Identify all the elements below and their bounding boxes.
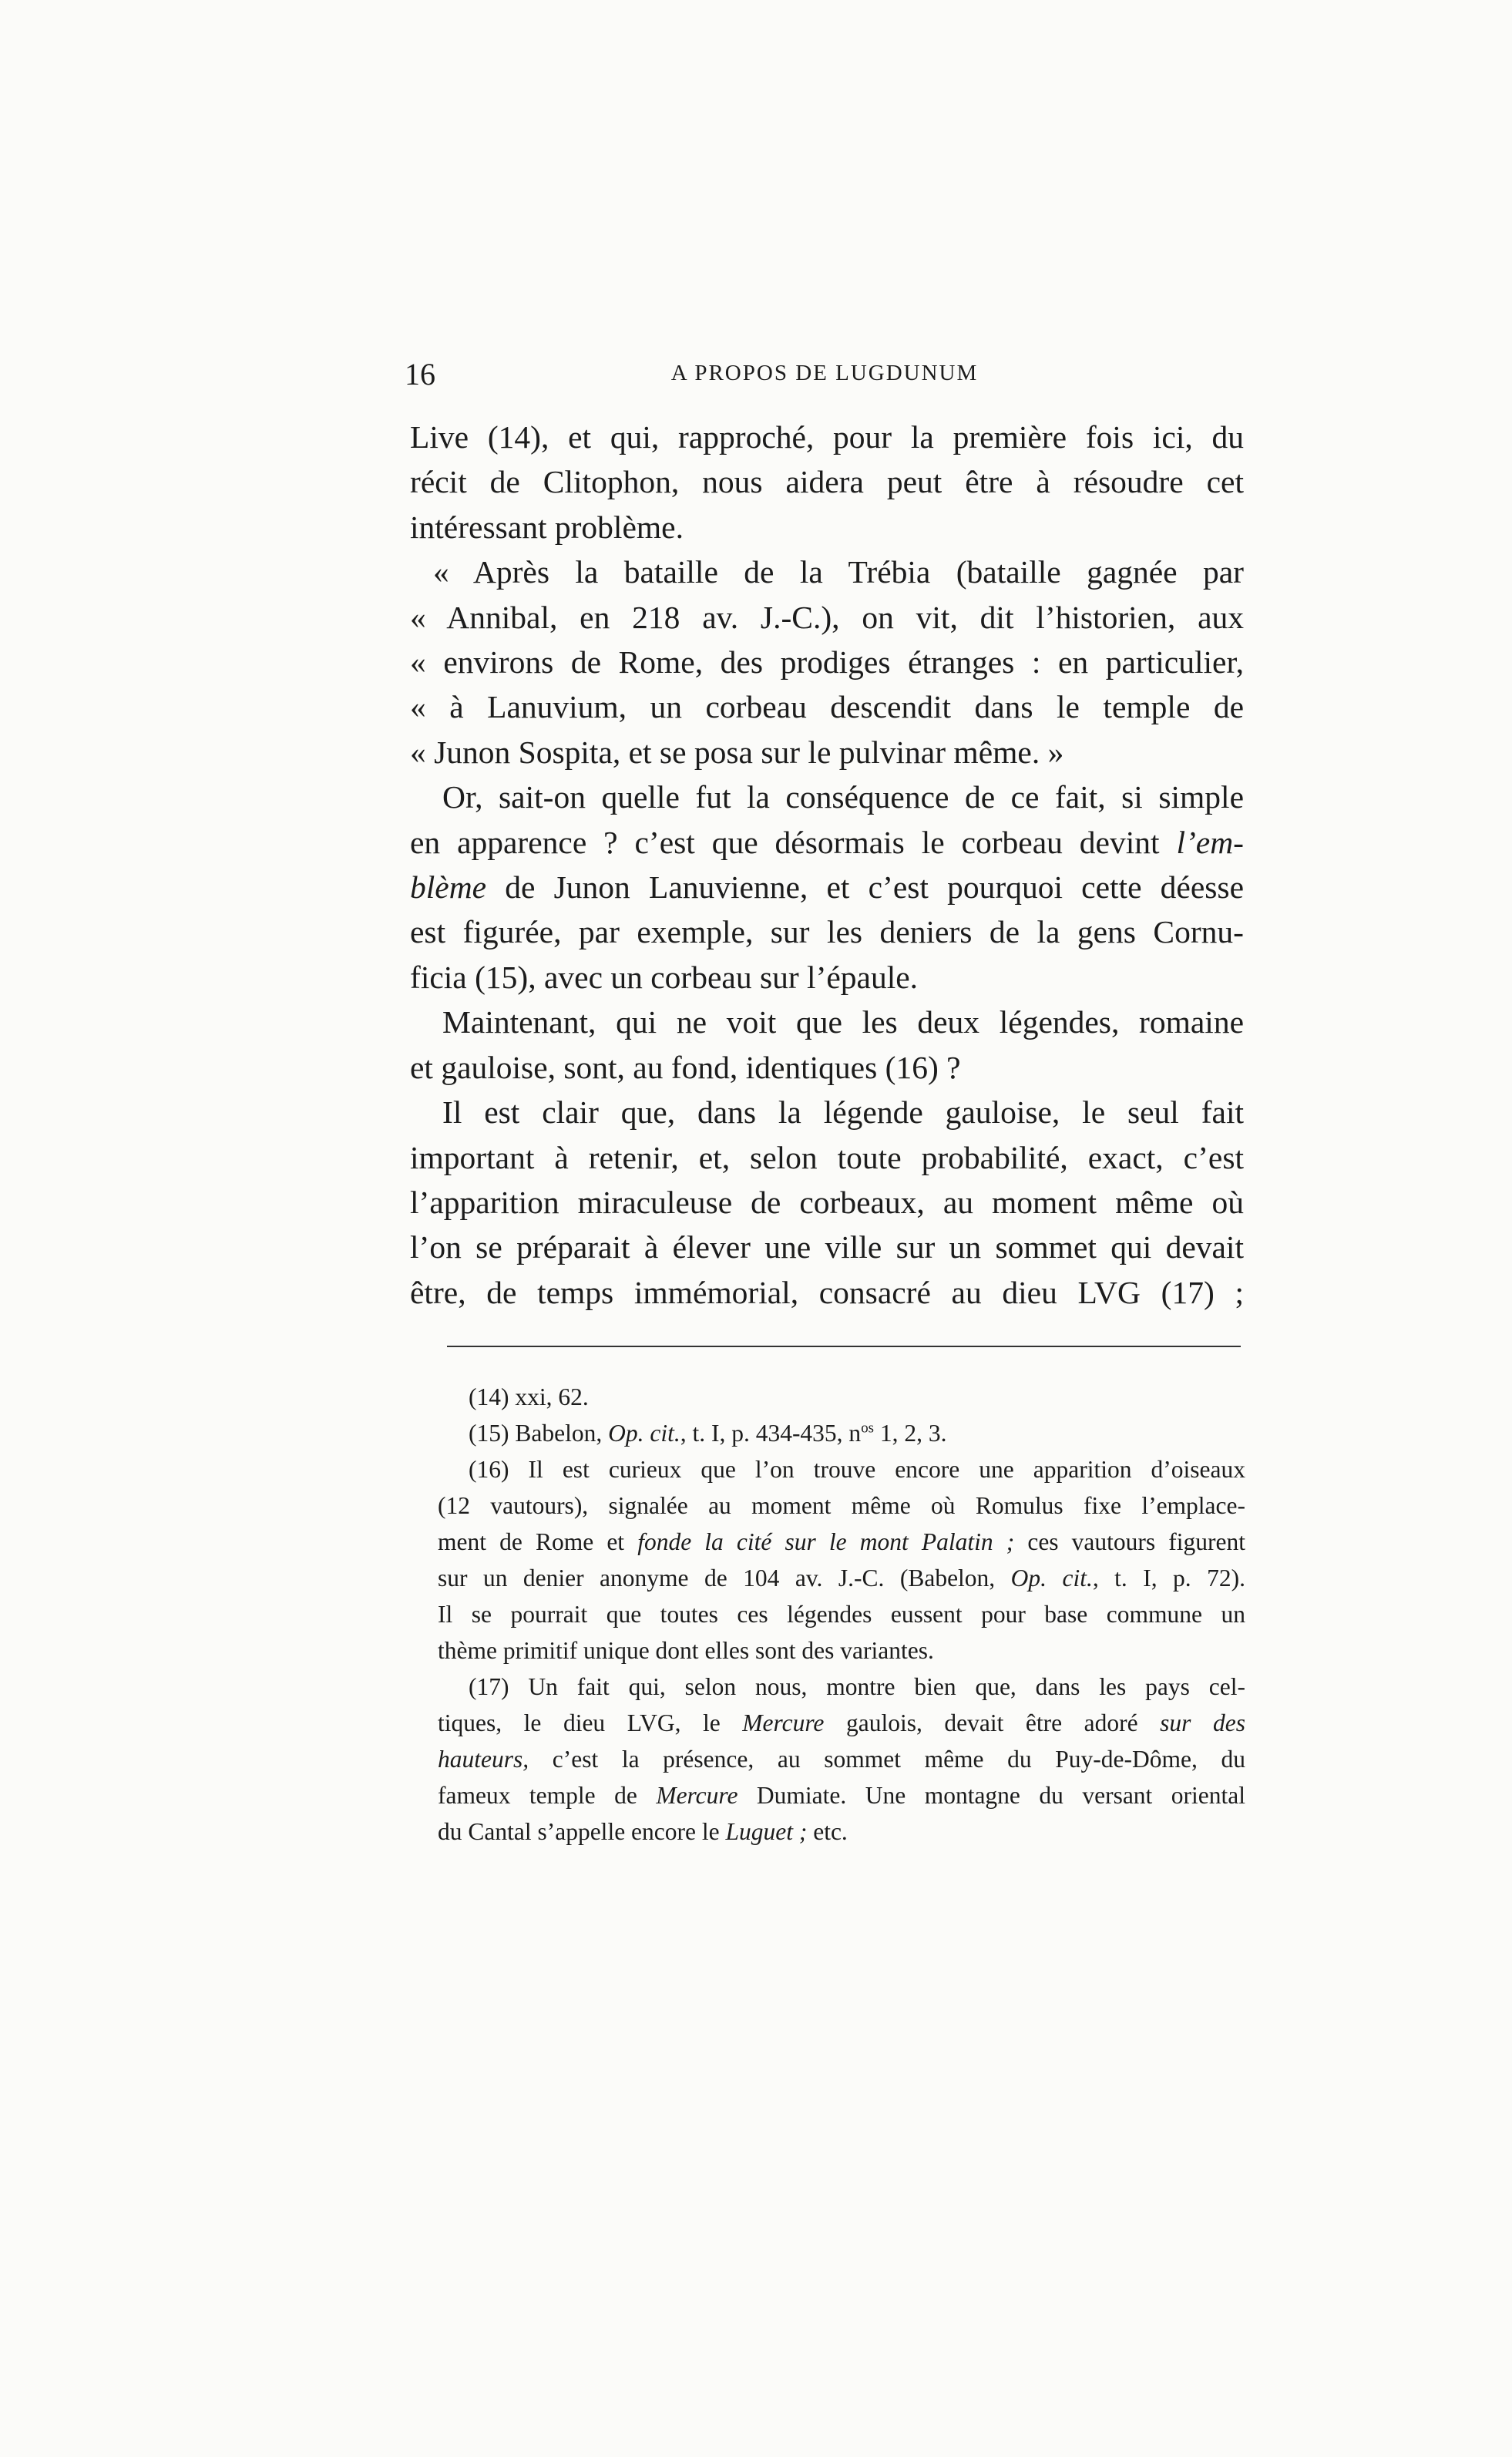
superscript: os — [861, 1420, 874, 1437]
footnote-16-line — [438, 1524, 1245, 1559]
main-text — [410, 415, 1244, 1315]
text-line: récit de Clitophon, nous aidera peut être à résoudre cet — [410, 464, 1244, 500]
footnote-17-line — [438, 1742, 1245, 1776]
footnote-14: (14) xxi, 62. — [469, 1383, 589, 1410]
text-segment: du Cantal s’appelle encore le — [438, 1818, 726, 1845]
footnote-divider — [447, 1346, 1241, 1347]
footnote-17-line — [438, 1778, 1245, 1813]
text-segment: 1, 2, 3. — [873, 1420, 947, 1447]
italic-segment: Mercure — [742, 1709, 825, 1736]
text-segment: (15) Babelon, — [469, 1420, 609, 1447]
text-line: ficia (15), avec un corbeau sur l’épaule. — [410, 959, 919, 995]
italic-segment: Op. cit. — [1010, 1565, 1093, 1592]
text-line: Maintenant, qui ne voit que les deux légendes, romaine — [442, 1004, 1244, 1040]
text-line: être, de temps immémorial, consacré au dieu LVG (17) ; — [410, 1274, 1244, 1310]
text-line: intéressant problème. — [410, 509, 684, 545]
text-line — [410, 820, 1244, 865]
italic-segment: Mercure — [656, 1782, 738, 1809]
text-segment: ces vautours figurent — [1014, 1528, 1245, 1555]
text-line: et gauloise, sont, au fond, identiques (16) ? — [410, 1049, 961, 1085]
footnote-16-line: (16) Il est curieux que l’on trouve encore une apparition d’oiseaux — [469, 1456, 1245, 1483]
footnote-17-line — [438, 1706, 1245, 1740]
footnote-16-line: Il se pourrait que toutes ces légendes eussent pour base commune un — [438, 1601, 1245, 1628]
text-segment: tiques, le dieu LVG, le — [438, 1709, 743, 1736]
italic-segment: blème — [410, 869, 487, 906]
italic-segment: sur des — [1160, 1709, 1245, 1736]
running-title: A PROPOS DE LUGDUNUM — [670, 361, 979, 385]
quote-line: « Après la bataille de la Trébia (bataille gagnée par — [433, 554, 1244, 590]
text-line — [410, 865, 1244, 909]
text-line: important à retenir, et, selon toute probabilité, exact, c’est — [410, 1139, 1244, 1175]
italic-segment: Luguet ; — [725, 1818, 808, 1845]
text-segment: , t. I, p. 72). — [1092, 1565, 1245, 1592]
footnote-16-line: (12 vautours), signalée au moment même où Romulus fixe l’emplace- — [438, 1492, 1245, 1519]
quote-line: « à Lanuvium, un corbeau descendit dans le temple de — [410, 689, 1244, 725]
page-header — [405, 356, 1245, 402]
text-segment: sur un denier anonyme de 104 av. J.-C. (Babelon, — [438, 1565, 1011, 1592]
text-line: Live (14), et qui, rapproché, pour la première fois ici, du — [410, 419, 1244, 455]
footnotes — [438, 1380, 1245, 1850]
text-segment: Dumiate. Une montagne du versant oriental — [738, 1782, 1245, 1809]
footnote-15 — [438, 1416, 1245, 1450]
quote-line: « Junon Sospita, et se posa sur le pulvinar même. » — [410, 734, 1064, 770]
text-segment: c’est la présence, au sommet même du Puy-de-Dôme, du — [529, 1746, 1245, 1773]
italic-segment: fonde la cité sur le mont Palatin ; — [637, 1528, 1015, 1555]
page-number: 16 — [405, 357, 435, 392]
quote-line: « Annibal, en 218 av. J.-C.), on vit, dit l’historien, aux — [410, 599, 1244, 635]
text-segment: , t. I, p. 434-435, n — [680, 1420, 862, 1447]
footnote-16-line: thème primitif unique dont elles sont des variantes. — [438, 1637, 934, 1664]
text-segment: gaulois, devait être adoré — [824, 1709, 1161, 1736]
text-segment: de Junon Lanuvienne, et c’est pourquoi cette déesse — [486, 869, 1244, 906]
italic-segment: hauteurs, — [438, 1746, 529, 1773]
text-segment: ment de Rome et — [438, 1528, 638, 1555]
text-line: est figurée, par exemple, sur les deniers de la gens Cornu- — [410, 914, 1244, 950]
text-line: l’on se préparait à élever une ville sur un sommet qui devait — [410, 1229, 1244, 1265]
text-segment: etc. — [807, 1818, 848, 1845]
text-line: Or, sait-on quelle fut la conséquence de ce fait, si simple — [442, 779, 1244, 815]
italic-segment: Op. cit. — [608, 1420, 680, 1447]
text-line: Il est clair que, dans la légende gauloise, le seul fait — [442, 1094, 1244, 1131]
quote-line: « environs de Rome, des prodiges étranges : en particulier, — [410, 644, 1244, 681]
italic-segment: l’em- — [1176, 824, 1244, 860]
footnote-17-line — [438, 1814, 1245, 1849]
text-segment: en apparence ? c’est que désormais le corbeau devint — [410, 824, 1177, 860]
footnote-17-line: (17) Un fait qui, selon nous, montre bien que, dans les pays cel- — [469, 1673, 1245, 1700]
text-segment: fameux temple de — [438, 1782, 657, 1809]
text-line: l’apparition miraculeuse de corbeaux, au moment même où — [410, 1184, 1244, 1220]
footnote-16-line — [438, 1561, 1245, 1595]
